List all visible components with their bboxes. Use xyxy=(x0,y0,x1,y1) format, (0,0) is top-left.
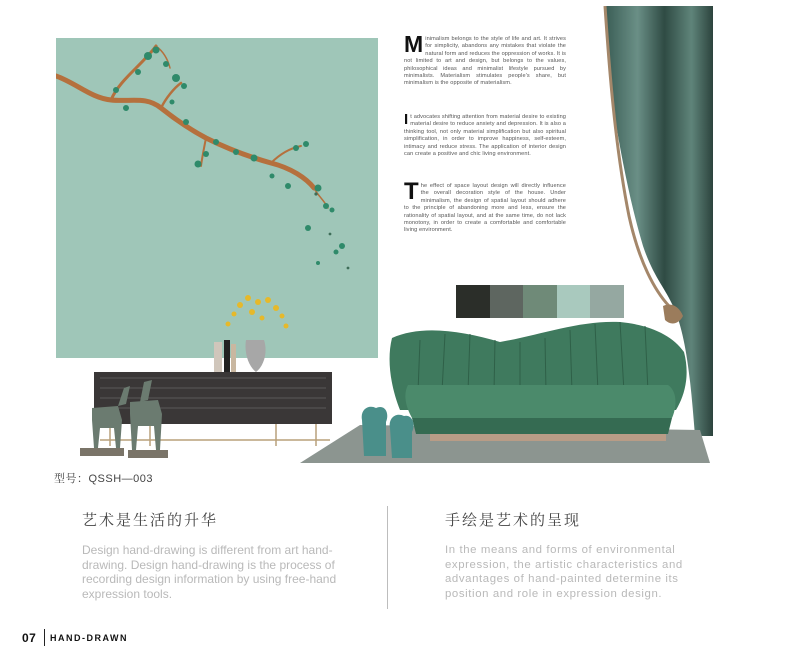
footer-label: HAND-DRAWN xyxy=(50,633,128,643)
sideboard xyxy=(94,372,332,446)
right-section-body: In the means and forms of environmental expression, the artistic characteristics and advantages of hand-painted determine its position and role in expression design. xyxy=(445,544,683,600)
palette-swatch xyxy=(490,285,524,318)
color-palette xyxy=(456,285,624,318)
text-block-1 xyxy=(404,31,566,88)
wall-art-panel xyxy=(56,38,378,358)
text-block-2 xyxy=(404,111,566,158)
left-section-body: Design hand-drawing is different from art hand-drawing. Design hand-drawing is the process of recording design information by using free-hand expression tools. xyxy=(82,543,337,601)
plum-blossom-branch-illustration xyxy=(56,38,378,358)
dropcap-letter: I xyxy=(404,111,409,128)
text-block-3 xyxy=(404,178,566,235)
column-divider xyxy=(387,506,388,609)
left-section-title: 艺术是生活的升华 xyxy=(82,512,219,529)
paragraph-text: t advocates shifting attention from material desire to existing material desire to reduce anxiety and depression. It is also a thinking tool, not only material simplification but also spiritual simplification, in order to improve happiness, self-esteem, intimacy and reduce stress. The application of interior design can create a positive and chic living environment. xyxy=(404,114,566,158)
paragraph-text: inimalism belongs to the style of life and art. It strives for simplicity, abandons any mistakes that violate the natural form and reduces the oppression of works. It is not limited to art and design, but belongs to the values, philosophical ideas and minimalist lifestyle pursued by minimalists. Materialism stimulates people's share, but minimalism is the opposite of materialism. xyxy=(404,36,566,87)
paragraph-text: he effect of space layout design will directly influence the overall decoration style of the house. Under minimalism, the design of spatial layout should adhere to the principle of abandoning more and less, ensure the rationality of spatial layout, and at the same time, do not lack monotony, in order to create a comfortable and comfortable living environment. xyxy=(404,183,566,234)
palette-swatch xyxy=(456,285,490,318)
footer-separator xyxy=(44,629,45,646)
model-number-label: 型号：QSSH—003 xyxy=(54,473,154,485)
deer-sculptures xyxy=(80,380,168,458)
dropcap-letter: T xyxy=(404,178,419,205)
palette-swatch xyxy=(590,285,624,318)
dropcap-letter: M xyxy=(404,31,424,57)
right-section-title: 手绘是艺术的呈现 xyxy=(445,512,582,529)
curtain-illustration xyxy=(603,6,715,436)
lion-sculptures xyxy=(362,407,414,458)
palette-swatch xyxy=(523,285,557,318)
page-number: 07 xyxy=(22,631,37,645)
palette-swatch xyxy=(557,285,591,318)
